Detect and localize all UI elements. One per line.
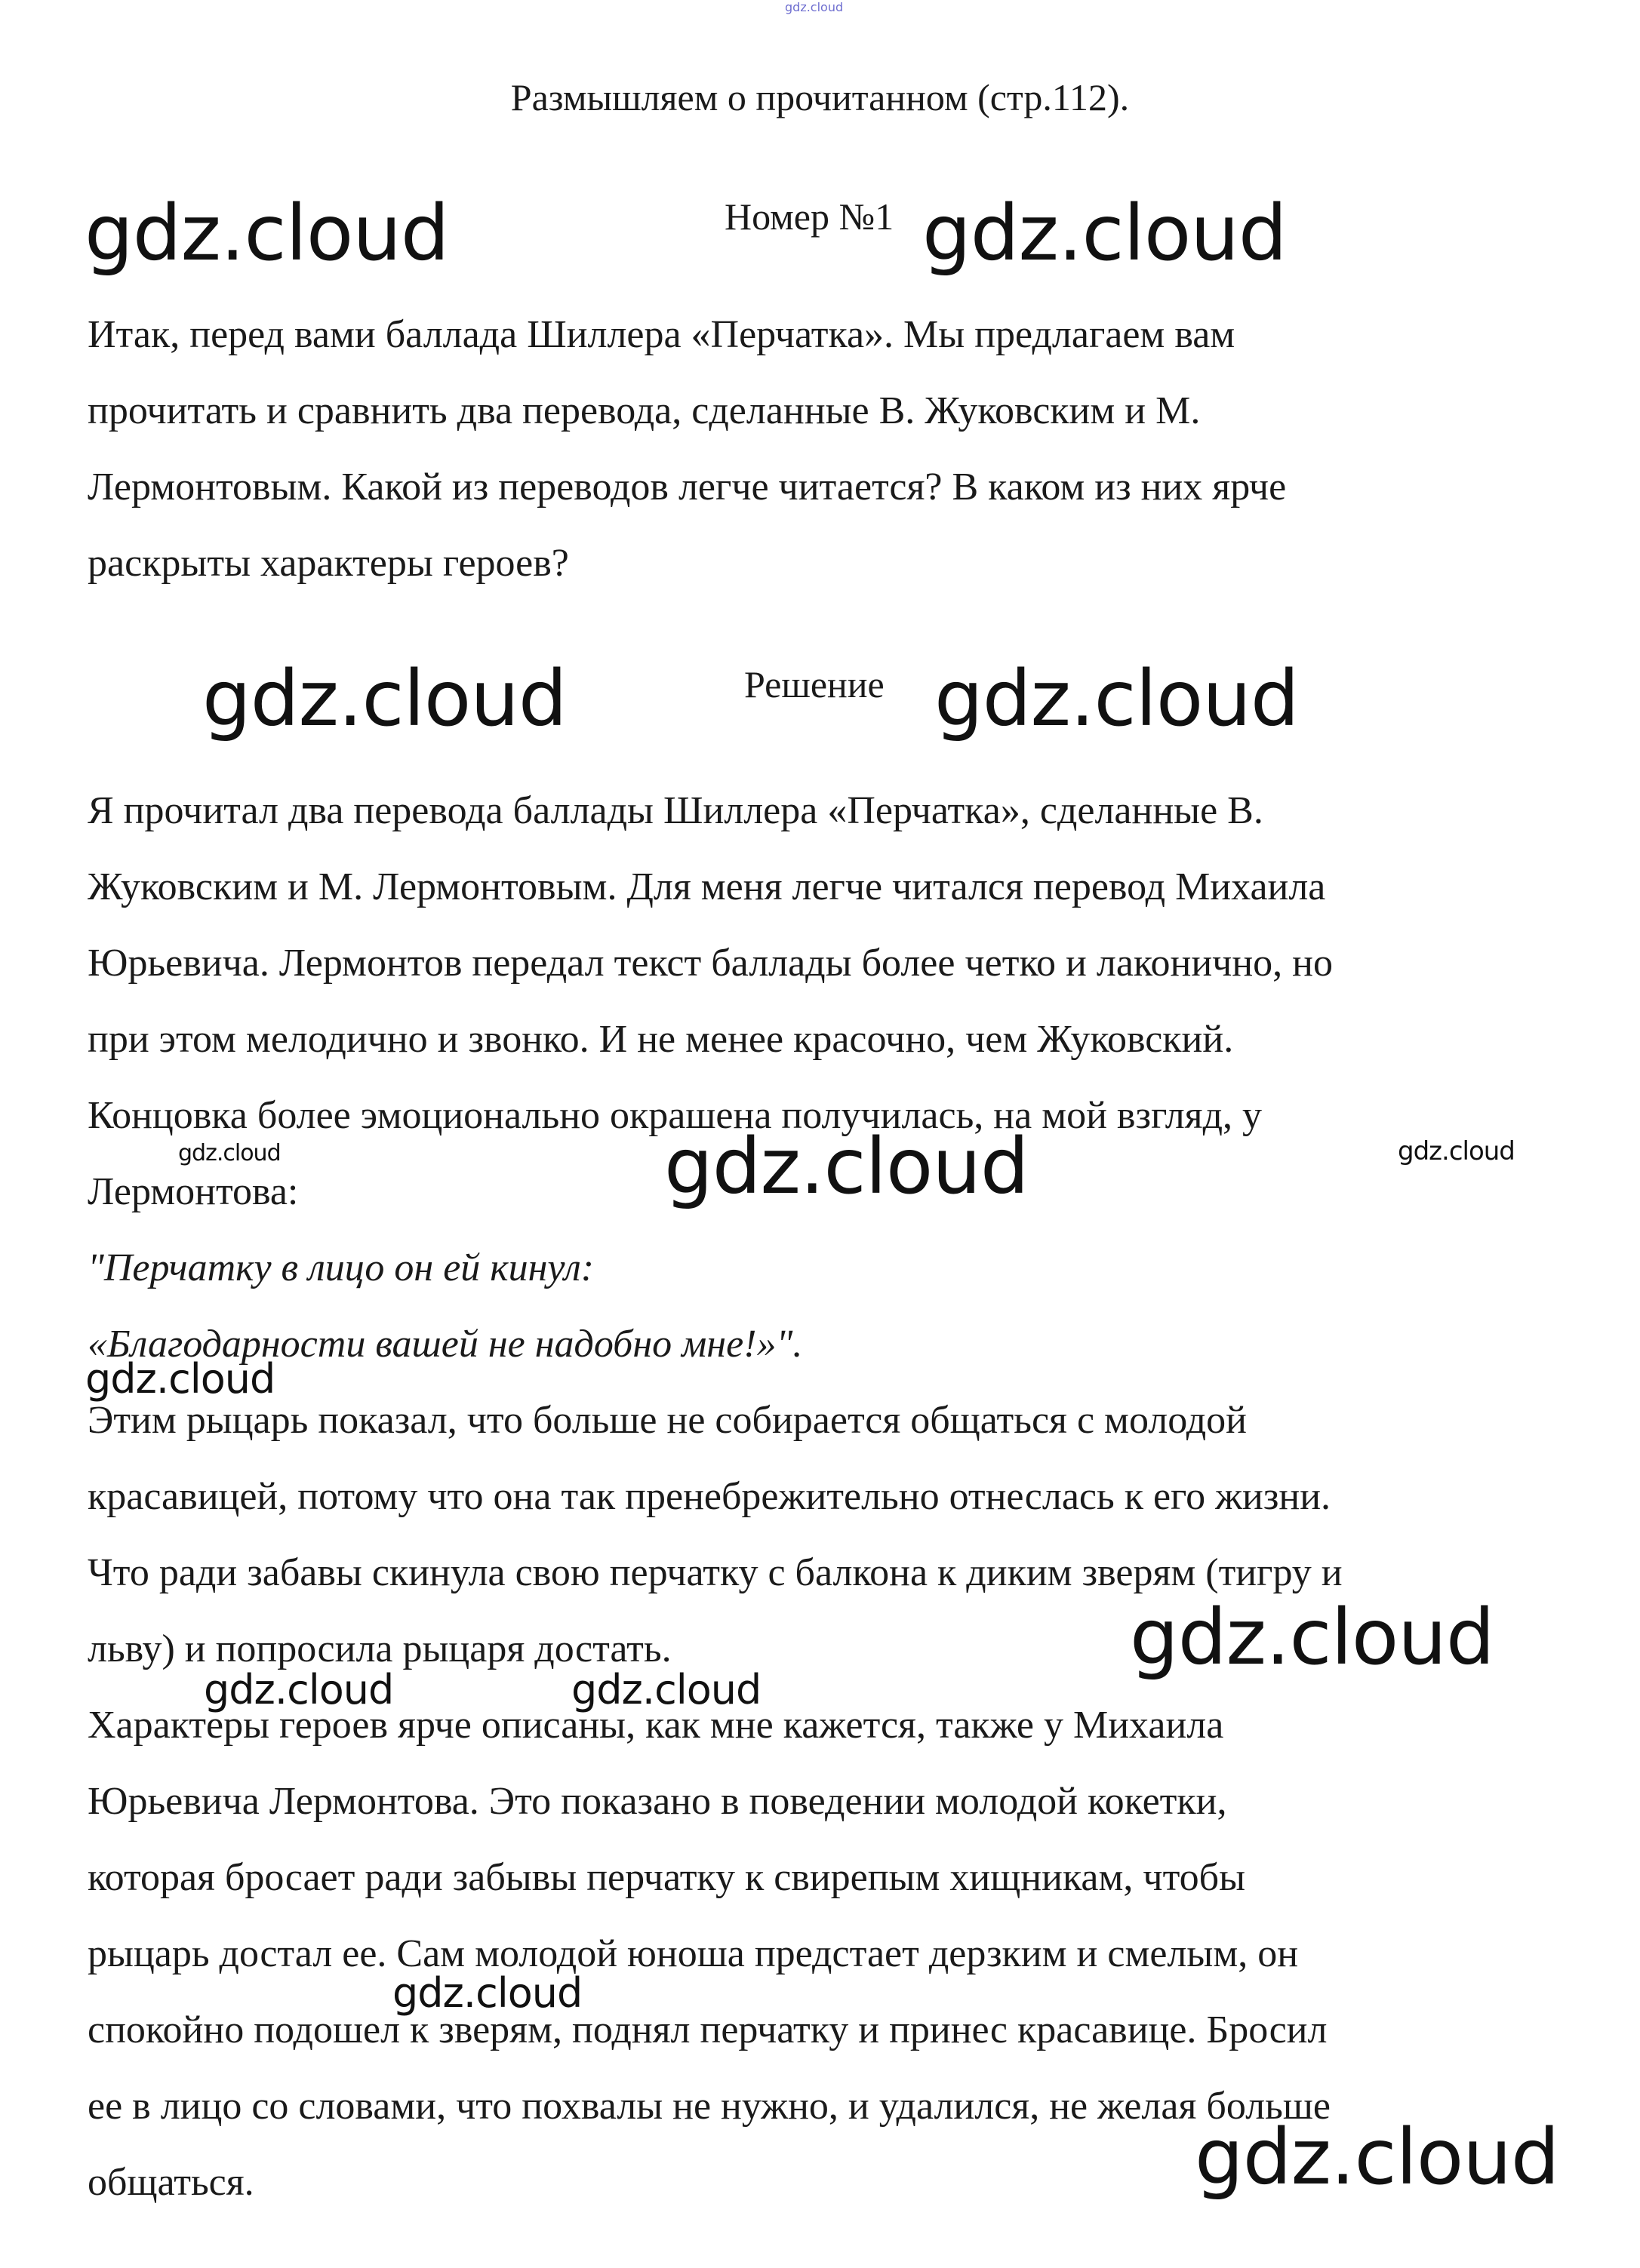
watermark: gdz.cloud [1398,1136,1515,1166]
text-line: красавицей, потому что она так пренебрежительно отнеслась к его жизни. [88,1475,1331,1518]
watermark: gdz.cloud [1130,1593,1494,1683]
text-line: Лермонтовым. Какой из переводов легче читается? В каком из них ярче [88,466,1287,509]
text-line: льву) и попросила рыцаря достать. [88,1627,672,1670]
text-line: Итак, перед вами баллада Шиллера «Перчатка». Мы предлагаем вам [88,313,1235,356]
task-number: Номер №1 [725,195,894,238]
quote-line: «Благодарности вашей не надобно мне!»". [88,1323,803,1366]
text-line: Юрьевича. Лермонтов передал текст баллады более четко и лаконично, но [88,942,1333,985]
solution-text [88,773,1567,2220]
text-line: раскрыты характеры героев? [88,542,569,585]
watermark: gdz.cloud [85,1355,275,1403]
text-line: прочитать и сравнить два перевода, сделанные В. Жуковским и М. [88,389,1201,432]
text-line: Лермонтова: [88,1170,299,1213]
watermark: gdz.cloud [204,1666,394,1713]
watermark: gdz.cloud [85,189,449,278]
text-line: Юрьевича Лермонтова. Это показано в поведении молодой кокетки, [88,1780,1227,1823]
text-line: которая бросает ради забывы перчатку к свирепым хищникам, чтобы [88,1856,1245,1899]
site-mark: gdz.cloud [785,0,844,14]
watermark: gdz.cloud [922,189,1287,278]
text-line: Концовка более эмоционально окрашена получилась, на мой взгляд, у [88,1094,1263,1137]
watermark: gdz.cloud [392,1969,583,2017]
task-question [88,297,1567,601]
text-line: Характеры героев ярче описаны, как мне кажется, также у Михаила [88,1704,1224,1747]
watermark: gdz.cloud [1195,2113,1559,2202]
watermark: gdz.cloud [664,1122,1029,1212]
text-line: при этом мелодично и звонко. И не менее красочно, чем Жуковский. [88,1018,1234,1061]
text-line: Жуковским и М. Лермонтовым. Для меня легче читался перевод Михаила [88,865,1326,908]
watermark: gdz.cloud [202,654,567,744]
text-line: рыцарь достал ее. Сам молодой юноша предстает дерзким и смелым, он [88,1932,1299,1975]
text-line: Что ради забавы скинула свою перчатку с балкона к диким зверям (тигру и [88,1551,1343,1594]
watermark: gdz.cloud [178,1140,281,1166]
text-line: спокойно подошел к зверям, поднял перчатку и принес красавице. Бросил [88,2008,1328,2051]
text-line: ее в лицо со словами, что похвалы не нужно, и удалился, не желая больше [88,2085,1331,2128]
page-title: Размышляем о прочитанном (стр.112). [510,76,1130,118]
watermark: gdz.cloud [571,1666,762,1713]
text-line: Я прочитал два перевода баллады Шиллера «Перчатка», сделанные В. [88,789,1263,832]
text-line: Этим рыцарь показал, что больше не собирается общаться с молодой [88,1399,1248,1442]
quote-line: "Перчатку в лицо он ей кинул: [88,1246,595,1289]
solution-heading: Решение [744,663,885,705]
watermark: gdz.cloud [934,654,1299,744]
text-line: общаться. [88,2161,254,2204]
